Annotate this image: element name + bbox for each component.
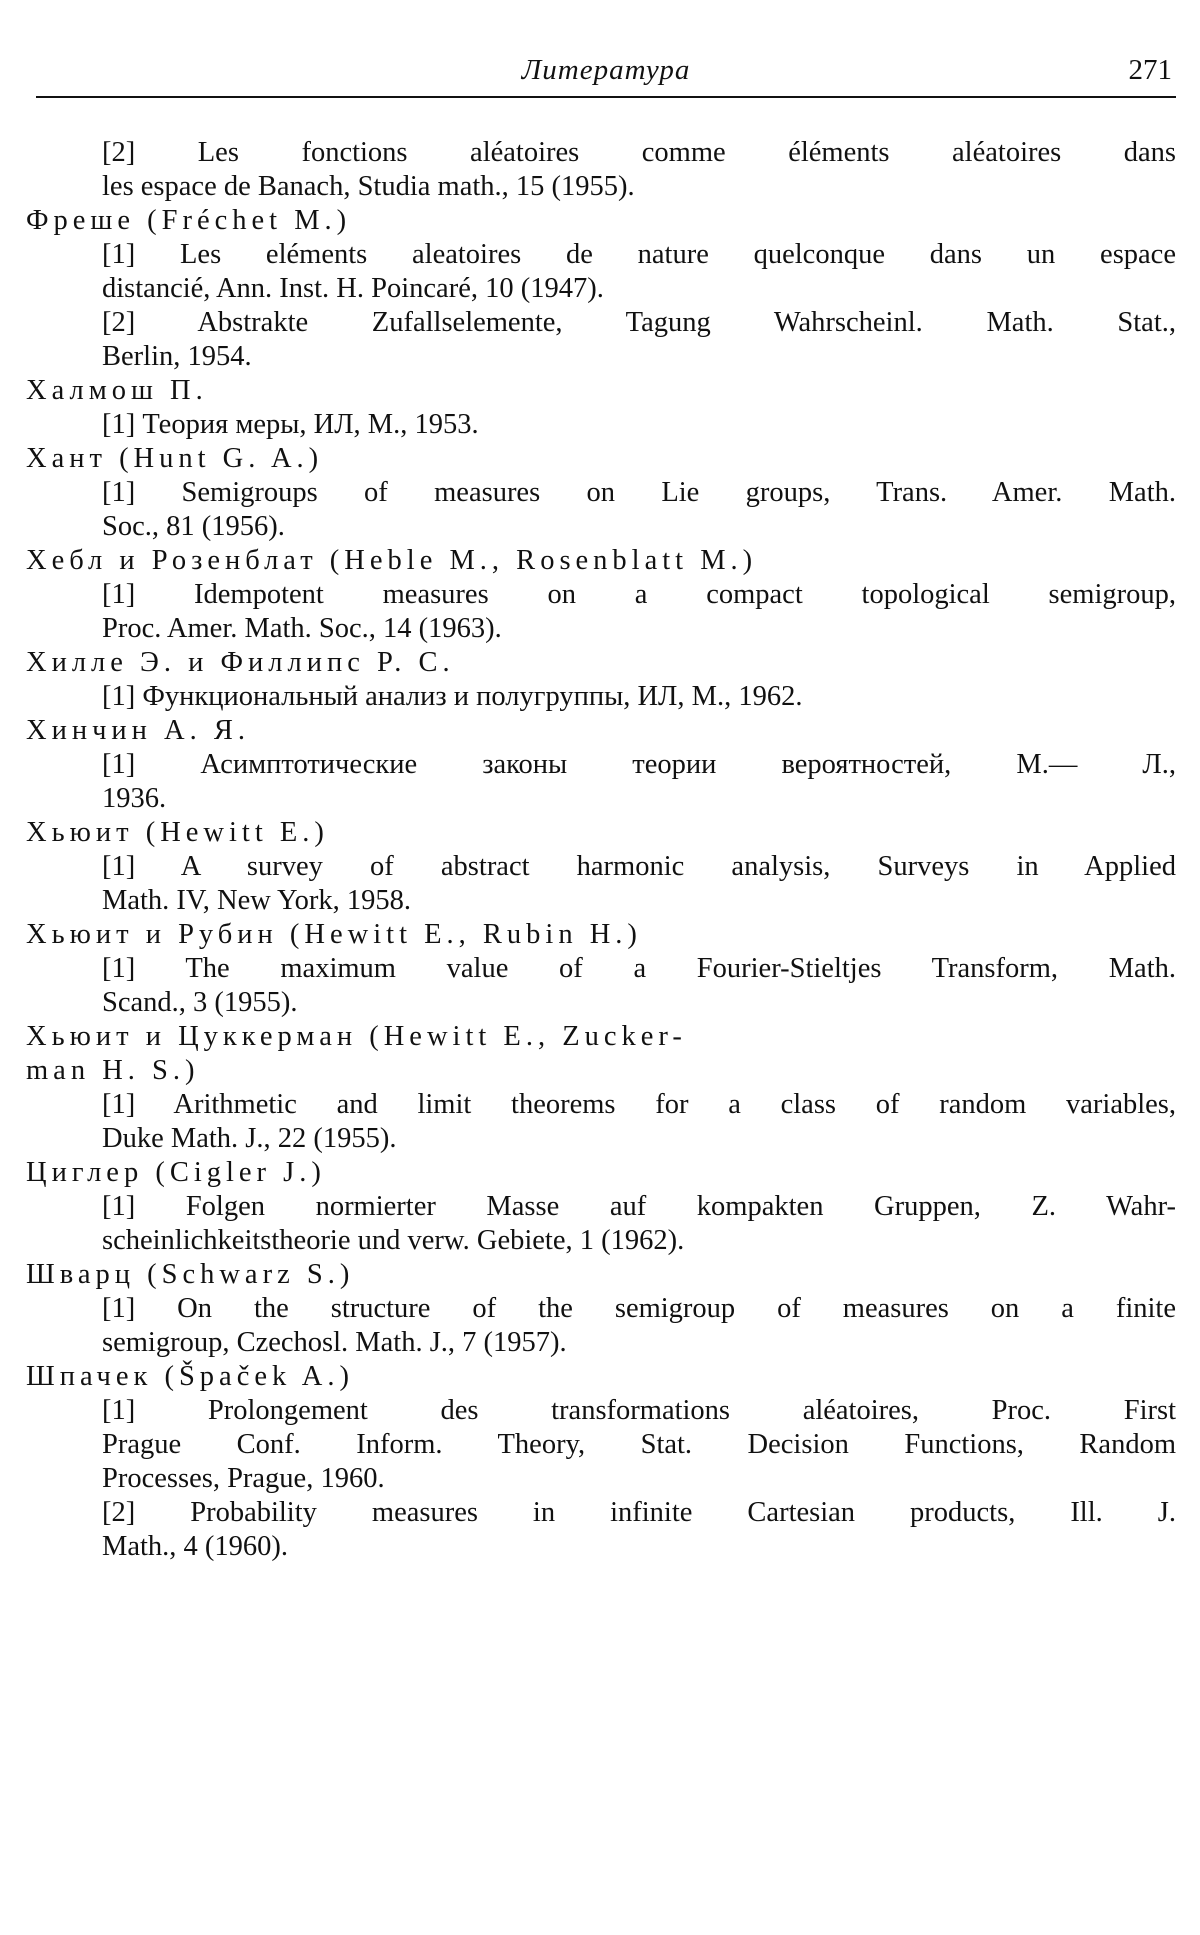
- reference-entry: [1] Prolongement des transformations aléatoires, Proc. First: [102, 1395, 1176, 1426]
- author-heading: [26, 544, 1176, 578]
- author-name: Циглер (Cigler J.): [26, 1157, 326, 1188]
- author-name: Хант (Hunt G. A.): [26, 443, 324, 474]
- reference-entry: [2] Les fonctions aléatoires comme éléments aléatoires dans: [102, 137, 1176, 168]
- reference-entry: [1] Idempotent measures on a compact topological semigroup,: [102, 579, 1176, 610]
- author-heading: [26, 918, 1176, 952]
- reference-entry: [1] A survey of abstract harmonic analysis, Surveys in Applied: [102, 851, 1176, 882]
- author-heading: [26, 442, 1176, 476]
- section-title: Литература: [521, 54, 691, 86]
- reference-entry-continuation: les espace de Banach, Studia math., 15 (1955).: [102, 171, 635, 202]
- reference-entry: [1] On the structure of the semigroup of measures on a finite: [102, 1293, 1176, 1324]
- author-name: Хьюит и Цуккерман (Hewitt E., Zucker-: [26, 1021, 687, 1052]
- page-number: 271: [1128, 54, 1172, 86]
- reference-entry-continuation: Proc. Amer. Math. Soc., 14 (1963).: [102, 613, 502, 644]
- author-name: Хьюит (Hewitt E.): [26, 817, 329, 848]
- author-heading: [26, 1020, 1176, 1054]
- reference-list: [26, 136, 1176, 1564]
- author-name: Хинчин А. Я.: [26, 715, 251, 746]
- reference-entry: [1] Теория меры, ИЛ, М., 1953.: [102, 409, 479, 440]
- author-name: Фреше (Fréchet M.): [26, 205, 352, 236]
- reference-entry: [1] Les eléments aleatoires de nature quelconque dans un espace: [102, 239, 1176, 270]
- author-name: Шпачек (Špaček A.): [26, 1361, 355, 1392]
- author-heading: [26, 1258, 1176, 1292]
- author-heading: [26, 1360, 1176, 1394]
- author-heading: [26, 816, 1176, 850]
- reference-entry: [1] The maximum value of a Fourier-Stieltjes Transform, Math.: [102, 953, 1176, 984]
- reference-entry: [1] Semigroups of measures on Lie groups, Trans. Amer. Math.: [102, 477, 1176, 508]
- reference-entry-continuation: Processes, Prague, 1960.: [102, 1463, 385, 1494]
- reference-entry: [2] Abstrakte Zufallselemente, Tagung Wahrscheinl. Math. Stat.,: [102, 307, 1176, 338]
- author-heading: [26, 646, 1176, 680]
- reference-entry: [1] Функциональный анализ и полугруппы, ИЛ, М., 1962.: [102, 681, 803, 712]
- author-name: Хебл и Розенблат (Heble M., Rosenblatt M.): [26, 545, 758, 576]
- author-heading: [26, 374, 1176, 408]
- reference-entry-continuation: Math., 4 (1960).: [102, 1531, 289, 1562]
- author-name: Шварц (Schwarz S.): [26, 1259, 355, 1290]
- reference-entry-continuation: Scand., 3 (1955).: [102, 987, 298, 1018]
- reference-entry: [1] Folgen normierter Masse auf kompakten Gruppen, Z. Wahr-: [102, 1191, 1176, 1222]
- author-name: man H. S.): [26, 1055, 200, 1086]
- reference-entry-continuation: Math. IV, New York, 1958.: [102, 885, 412, 916]
- reference-entry-continuation: scheinlichkeitstheorie und verw. Gebiete, 1 (1962).: [102, 1225, 685, 1256]
- author-heading: [26, 204, 1176, 238]
- reference-entry-continuation: Berlin, 1954.: [102, 341, 252, 372]
- reference-entry-continuation: distancié, Ann. Inst. H. Poincaré, 10 (1947).: [102, 273, 604, 304]
- reference-entry-continuation: Duke Math. J., 22 (1955).: [102, 1123, 397, 1154]
- author-heading: [26, 1156, 1176, 1190]
- author-name: Халмош П.: [26, 375, 208, 406]
- author-name: Хьюит и Рубин (Hewitt E., Rubin H.): [26, 919, 642, 950]
- reference-entry: [2] Probability measures in infinite Cartesian products, Ill. J.: [102, 1497, 1176, 1528]
- reference-entry-continuation: 1936.: [102, 783, 167, 814]
- reference-entry-continuation: Prague Conf. Inform. Theory, Stat. Decision Functions, Random: [102, 1429, 1176, 1460]
- author-name: Хилле Э. и Филлипс Р. С.: [26, 647, 455, 678]
- reference-entry: [1] Arithmetic and limit theorems for a class of random variables,: [102, 1089, 1176, 1120]
- reference-entry: [1] Асимптотические законы теории вероятностей, М.— Л.,: [102, 749, 1176, 780]
- reference-entry-continuation: semigroup, Czechosl. Math. J., 7 (1957).: [102, 1327, 567, 1358]
- running-head: [36, 52, 1176, 98]
- reference-entry-continuation: Soc., 81 (1956).: [102, 511, 285, 542]
- author-heading-continuation: [26, 1054, 1176, 1088]
- author-heading: [26, 714, 1176, 748]
